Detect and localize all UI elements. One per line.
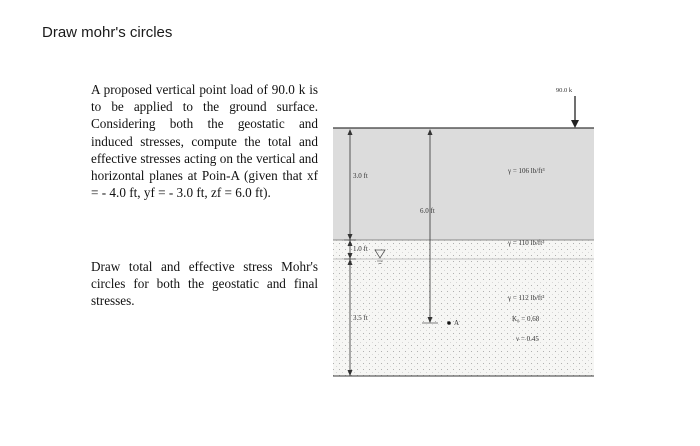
depth-label-3ft: 3.0 ft xyxy=(353,172,368,180)
problem-statement: A proposed vertical point load of 90.0 k is to be applied to the ground surface. Considering both the geostatic and induced stresses, compute the total and effective stresses acting on the vertical and horizontal planes at Poin-A (given that xf = - 4.0 ft, yf = - 3.0 ft, zf = 6.0 ft). xyxy=(91,82,318,201)
poisson-ratio: ν = 0.45 xyxy=(516,335,539,343)
load-arrow-head xyxy=(571,120,579,128)
point-a-label: A xyxy=(454,319,460,327)
point-a-marker xyxy=(447,321,451,325)
lower-soil-layer xyxy=(333,240,594,376)
soil-profile-figure xyxy=(326,74,594,380)
soil-profile-diagram xyxy=(326,74,594,380)
depth-label-35ft: 3.5 ft xyxy=(353,314,368,322)
question-heading: Draw mohr's circles xyxy=(42,24,173,41)
problem-instruction: Draw total and effective stress Mohr's circles for both the geostatic and final stresses. xyxy=(91,259,318,309)
k0-value: K₀ = 0.68 xyxy=(512,315,540,323)
gamma-upper-layer: γ = 106 lb/ft³ xyxy=(508,167,545,175)
gamma-lower-layer: γ = 112 lb/ft³ xyxy=(508,294,545,302)
depth-label-6ft: 6.0 ft xyxy=(420,207,435,215)
gamma-middle-layer: γ = 110 lb/ft³ xyxy=(508,239,545,247)
load-label: 90.0 k xyxy=(555,87,573,94)
depth-label-1ft: 1.0 ft xyxy=(353,245,368,253)
upper-soil-layer xyxy=(333,128,594,240)
